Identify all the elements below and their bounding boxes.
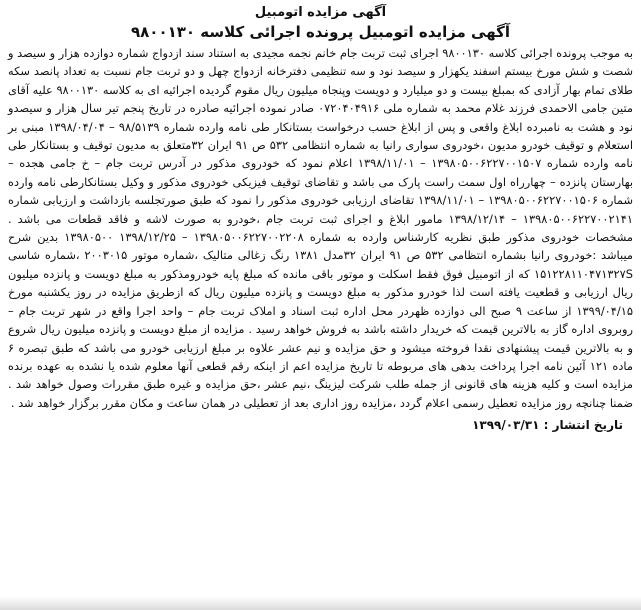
notice-body: به موجب پرونده اجرائی کلاسه ۹۸۰۰۱۳۰ اجرای ثبت تربت جام خانم نجمه مجیدی به استناد سند ازدواج شماره دوازده هزار و سیصد و شصت و شش مورخ بیستم اسفند یکهزار و سیصد نود و سه تنظیمی دفترخانه ازدواج چهل و دو تربت جام نسبت به تعداد پانصد سکه طلای تمام بهار آزادی که بمبلغ بیست و دو میلیارد و دویست وپنجاه میلیون ریال مقوم گردیده اجرائیه ای به کلاسه ۹۸۰۰۱۳۰ علیه آقای متین جامی الاحمدی فرزند غلام محمد به شماره ملی ۰۷۲۰۴۰۴۹۱۶ صادر نموده اجرائیه صادره در تاریخ پنجم تیر سال هزار و سیصدو نود و هشت به نامبرده ابلاغ واقعی و پس از ابلاغ حسب درخواست بستانکار طی نامه وارده شماره ۹۸/۵۱۳۹ – ۱۳۹۸/۰۴/۰۴ مبنی بر استعلام و توقیف خودرو مدیون ،خودروی سواری رانیا به شماره انتظامی ۵۳۲ ص ۹۱ ایران ۳۲متعلق به مدیون توقیف و بستانکار طی نامه وارده شماره ۱۳۹۸۰۵۰۰۶۲۲۷۰۰۱۵۰۷ – ۱۳۹۸/۱۱/۰۱ اعلام نمود که خودروی مذکور در آدرس تربت جام – خ جامی هجده – بهارستان پانزده – چهارراه اول سمت راست پارک می باشد و تقاضای توقیف فیزیکی خودروی مذکور و وکیل بستانکارطی نامه وارده شماره ۱۳۹۸۰۵۰۰۶۲۲۷۰۰۱۵۰۶ – ۱۳۹۸/۱۱/۰۱ تقاضای ارزیابی خودروی مذکور را نمود که طبق صورتجلسه بازداشت و ارزیابی شماره ۱۳۹۸۰۵۰۰۶۲۲۷۰۰۲۱۴۱ – ۱۳۹۸/۱۲/۱۴ مامور ابلاغ و اجرای ثبت تربت جام ،خودرو به صورت لاشه و فاقد قطعات می باشد . مشخصات خودروی مذکور طبق نظریه کارشناس وارده به شماره ۱۳۹۸۰۵۰۰۶۲۲۷۰۰۲۲۰۸ – ۱۳۹۸/۱۲/۲۵ ۱۳۹۸۰۵۰۰ بدین شرح میباشد :خودروی رانیا بشماره انتظامی ۵۳۲ ص ۹۱ ایران ۳۲مدل ۱۳۸۱ رنگ زغالی متالیک ،شماره موتور ۲۰۰۳۰۱۵ ،شماره شاسی ۱۵۱۲۲۸۱۱۰۴۷۱۳۲۷S که از اتومبیل فوق فقط اسکلت و موتور باقی مانده که مبلغ پایه خودرومذکور به مبلغ دویست و پانزده میلیون ریال ارزیابی و قطعیت یافته است لذا خودرو مذکور به مبلغ دویست و پانزده میلیون ریال که ازطریق مزایده در روز یکشنبه مورخ ۱۳۹۹/۰۴/۱۵ از ساعت ۹ صبح الی دوازده ظهردر محل اداره ثبت اسناد و املاک تربت جام – واحد اجرا واقع در شهر تربت جام – روبروی اداره گاز به بالاترین قیمت که خریدار داشته باشد به فروش خواهد رسید . مزایده از مبلغ دویست و پانزده میلیون ریال شروع و به بالاترین قیمت پیشنهادی نقدا فروخته میشود و حق مزایده و نیم عشر علاوه بر مبلغ ارزیابی خودرو می باشد که طبق تبصره ۶ ماده ۱۲۱ آئین نامه اجرا پرداخت بدهی های مربوطه تا تاریخ مزایده اعم از اینکه رقم قطعی آنها معلوم شده یا نشده به عهده برنده مزایده است و کلیه هزینه های قانونی از جمله طلب شرکت لیزینگ ،نیم عشر ،حق مزایده و غیره طبق مقررات وصول خواهد شد . ضمنا چنانچه روز مزایده تعطیل رسمی اعلام گردد ،مزایده روز اداری بعد از تعطیلی در همان ساعت و مکان مقرر برگزار خواهد شد . <box>8 46 634 410</box>
notice-heading: آگهی مزایده اتومبیل <box>254 5 387 20</box>
page-edge-shadow <box>0 596 641 610</box>
publish-date: تاریخ انتشار : ۱۳۹۹/۰۳/۳۱ <box>472 418 623 433</box>
notice-subheading: آگهی مزایده اتومبیل پرونده اجرائی کلاسه ۹۸۰۰۱۳۰ <box>130 23 510 41</box>
